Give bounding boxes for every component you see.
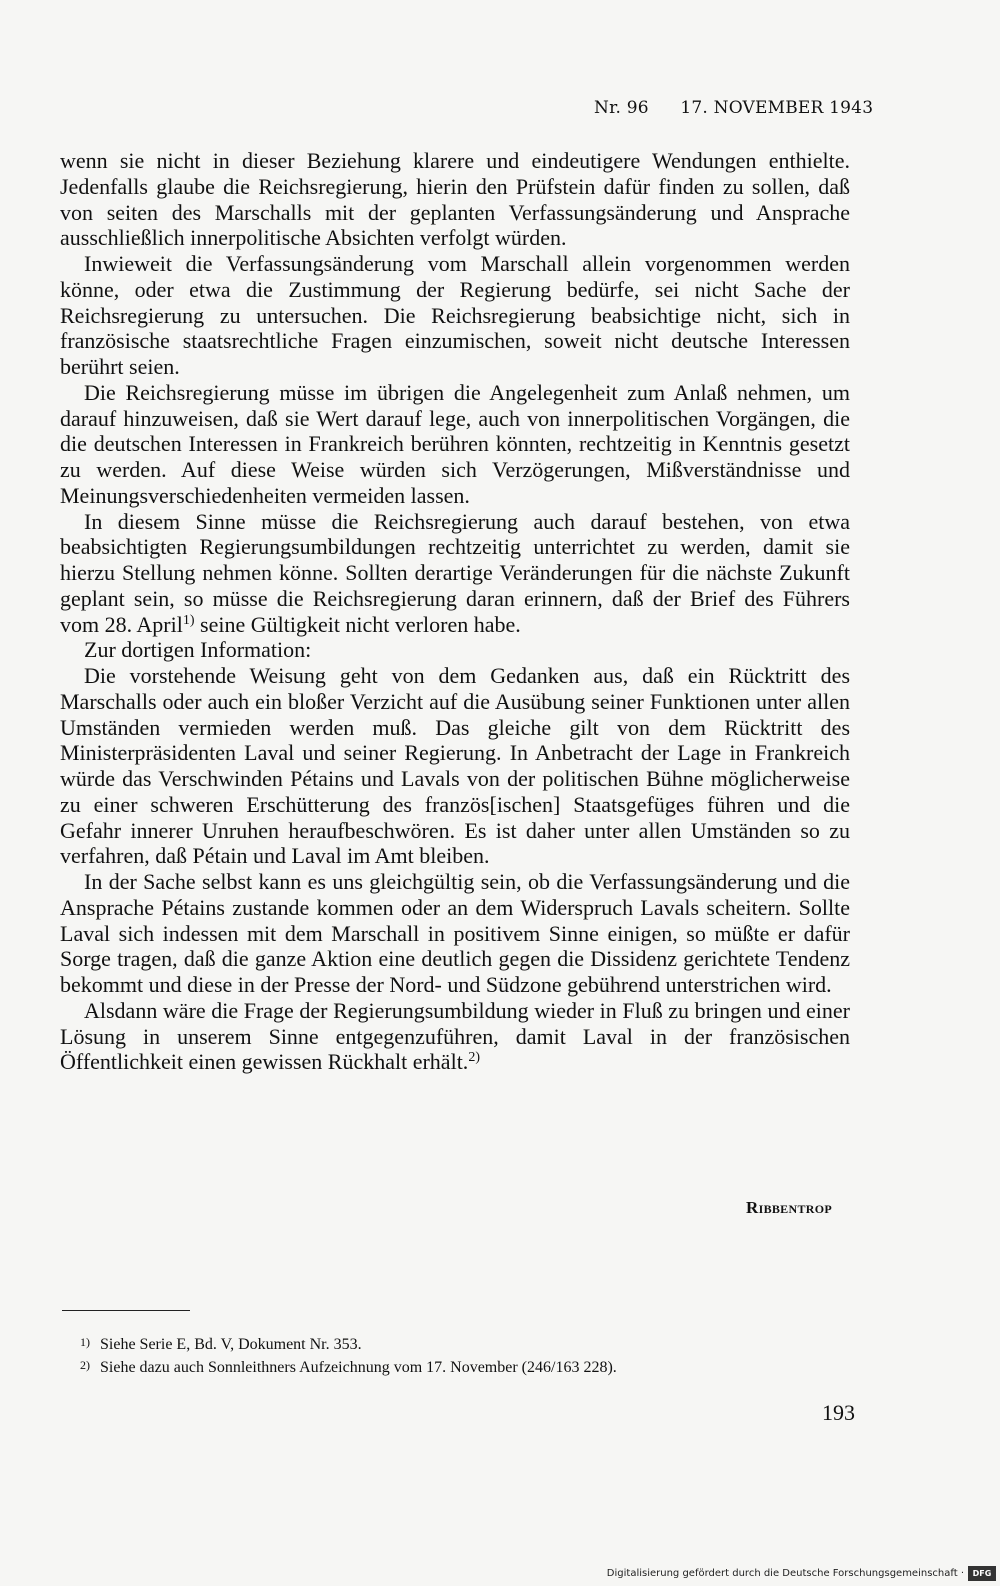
signature: Ribbentrop	[746, 1198, 832, 1217]
paragraph-3: Die Reichsregierung müsse im übrigen die Angelegenheit zum Anlaß nehmen, um darauf hinzuweisen, daß sie Wert darauf lege, auch von innerpolitischen Vorgängen, die die deutschen Interessen in Frankreich berühren könnten, rechtzeitig in Kenntnis gesetzt zu werden. Auf diese Weise würden sich Verzögerungen, Mißverständnisse und Meinungsverschiedenheiten vermeiden lassen.	[60, 379, 850, 508]
document-number: Nr. 96	[594, 98, 649, 118]
footnote-text: Siehe dazu auch Sonnleithners Aufzeichnung vom 17. November (246/163 228).	[100, 1359, 617, 1376]
running-head	[594, 98, 873, 118]
footnote-mark: 1)	[80, 1335, 90, 1349]
footnote-1	[80, 1332, 617, 1355]
digitization-credit: Digitalisierung gefördert durch die Deutsche Forschungsgemeinschaft ·	[606, 1568, 964, 1579]
footnotes	[80, 1332, 617, 1378]
dfg-logo-icon: DFG	[968, 1566, 996, 1581]
paragraph-6: Die vorstehende Weisung geht von dem Gedanken aus, daß ein Rücktritt des Marschalls oder auch ein bloßer Verzicht auf die Ausübung seiner Funktionen unter allen Umständen vermieden werden muß. Das gleiche gilt von dem Rücktritt des Ministerpräsidenten Laval und seiner Regierung. In Anbetracht der Lage in Frankreich würde das Verschwinden Pétains und Lavals von der politischen Bühne möglicherweise zu einer schweren Erschütterung des französ[ischen] Staatsgefüges führen und die Gefahr innerer Unruhen heraufbeschwören. Es ist daher unter allen Umständen so zu verfahren, daß Pétain und Laval im Amt bleiben.	[60, 663, 850, 869]
footnote-reference-2[interactable]: 2)	[468, 1050, 480, 1066]
document-date: 17. NOVEMBER 1943	[680, 98, 874, 118]
paragraph-8: Alsdann wäre die Frage der Regierungsumbildung wieder in Fluß zu bringen und einer Lösung in unserem Sinne entgegenzuführen, damit Laval in der französischen Öffentlichkeit einen gewissen Rückhalt erhält.$^{2)}$	[60, 997, 850, 1075]
page-number: 193	[822, 1400, 855, 1425]
paragraph-7: In der Sache selbst kann es uns gleichgültig sein, ob die Verfassungsänderung und die Ansprache Pétains zustande kommen oder an dem Widerspruch Lavals scheitern. Sollte Laval sich indessen mit dem Marschall in positivem Sinne einigen, so müßte er dafür Sorge tragen, daß die ganze Aktion eine deutlich gegen die Dissidenz gerichtete Tendenz bekommt und diese in der Presse der Nord- und Südzone gebührend unterstrichen wird.	[60, 869, 850, 997]
paragraph-1: wenn sie nicht in dieser Beziehung klarere und eindeutigere Wendungen enthielte. Jedenfalls glaube die Reichsregierung, hierin den Prüfstein dafür finden zu sollen, daß von seiten des Marschalls mit der geplanten Verfassungsänderung und Ansprache ausschließlich innerpolitische Absichten verfolgt würden.	[60, 148, 850, 251]
footnote-mark: 2)	[80, 1358, 90, 1372]
paragraph-5: Zur dortigen Information:	[84, 637, 312, 663]
footnote-reference-1[interactable]: 1)	[182, 612, 195, 628]
paragraph-2: Inwieweit die Verfassungsänderung vom Marschall allein vorgenommen werden könne, oder etwa die Zustimmung der Regierung bedürfe, sei nicht Sache der Reichsregierung zu untersuchen. Die Reichsregierung beabsichtige nicht, sich in französische staatsrechtliche Fragen einzumischen, soweit nicht deutsche Interessen berührt seien.	[60, 251, 850, 379]
footnote-2	[80, 1355, 617, 1378]
document-body	[60, 148, 850, 1075]
paragraph-4: In diesem Sinne müsse die Reichsregierung auch darauf bestehen, von etwa beabsichtigten Regierungsumbildungen rechtzeitig unterrichtet zu werden, damit sie hierzu Stellung nehmen könne. Sollten derartige Veränderungen für die nächste Zukunft geplant sein, so müsse die Reichsregierung daran erinnern, daß der Brief des Führers vom 28. April$^{1)}$ seine Gültigkeit nicht verloren habe.	[60, 508, 850, 637]
footnote-text: Siehe Serie E, Bd. V, Dokument Nr. 353.	[100, 1336, 362, 1353]
footnote-divider	[62, 1310, 190, 1311]
